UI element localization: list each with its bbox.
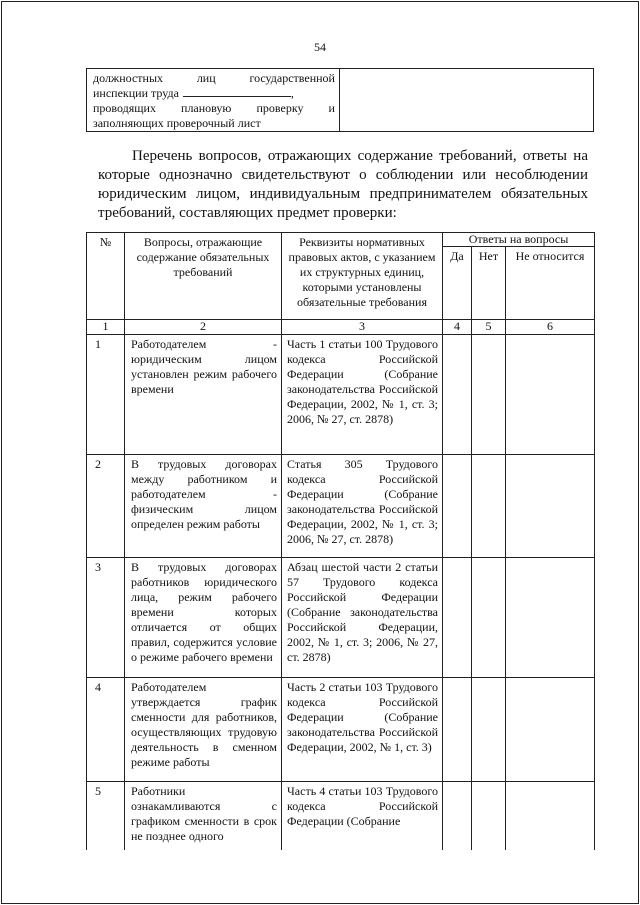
header-no: Нет (472, 247, 506, 320)
row-question: Работодателем - юридическим лицом установлен режим рабочего времени (125, 335, 282, 455)
answer-na-cell[interactable] (506, 782, 595, 850)
row-question: В трудовых договорах работников юридического лица, режим рабочего времени которых отличается от общих правил, содержится условие о режиме рабочего времени (125, 558, 282, 678)
answer-no-cell[interactable] (472, 782, 506, 850)
answer-yes-cell[interactable] (443, 558, 472, 678)
inspector-text: лиц (196, 71, 216, 85)
column-number: 6 (506, 320, 595, 335)
checklist-table (86, 232, 595, 850)
column-number: 2 (125, 320, 282, 335)
header-na: Не относится (506, 247, 595, 320)
row-number: 5 (87, 782, 125, 850)
inspector-text: заполняющих проверочный лист (93, 116, 261, 130)
answer-na-cell[interactable] (506, 558, 595, 678)
row-number: 3 (87, 558, 125, 678)
table-row (87, 782, 595, 850)
column-number: 5 (472, 320, 506, 335)
row-requisite: Статья 305 Трудового кодекса Российской Федерации (Собрание законодательства Российской Федерации, 2002, № 1, ст. 3; 2006, № 27, ст. 2878) (282, 455, 443, 558)
column-number: 1 (87, 320, 125, 335)
row-question: В трудовых договорах между работником и работодателем - физическим лицом определен режим работы (125, 455, 282, 558)
header-questions: Вопросы, отражающие содержание обязательных требований (125, 233, 282, 320)
inspector-text: , (290, 86, 294, 100)
inspector-text: должностных (93, 71, 164, 85)
answer-na-cell[interactable] (506, 678, 595, 782)
row-number: 2 (87, 455, 125, 558)
inspector-text: и (328, 101, 335, 115)
row-question: Работники ознакамливаются с графиком сменности в срок не позднее одного (125, 782, 282, 850)
answer-yes-cell[interactable] (443, 678, 472, 782)
column-number: 3 (282, 320, 443, 335)
signature-cell[interactable] (340, 69, 594, 132)
answer-yes-cell[interactable] (443, 455, 472, 558)
blank-fill-line[interactable] (183, 86, 291, 97)
inspector-text: государственной (249, 71, 335, 85)
row-number: 1 (87, 335, 125, 455)
row-requisite: Часть 1 статьи 100 Трудового кодекса Российской Федерации (Собрание законодательства Российской Федерации, 2002, № 1, ст. 3; 2006, № 27, ст. 2878) (282, 335, 443, 455)
header-answers: Ответы на вопросы (443, 233, 595, 247)
answer-na-cell[interactable] (506, 455, 595, 558)
answer-no-cell[interactable] (472, 335, 506, 455)
header-requisites: Реквизиты нормативных правовых актов, с указанием их структурных единиц, которыми установлены обязательные требования (282, 233, 443, 320)
inspector-text: проверку (256, 101, 304, 115)
inspector-cell (87, 69, 340, 132)
answer-na-cell[interactable] (506, 335, 595, 455)
inspector-text: инспекции труда (93, 86, 179, 100)
checklist-intro (98, 147, 588, 223)
header-yes: Да (443, 247, 472, 320)
answer-yes-cell[interactable] (443, 782, 472, 850)
table-row (87, 455, 595, 558)
page-number: 54 (314, 40, 326, 54)
inspector-text: плановую (181, 101, 232, 115)
row-number: 4 (87, 678, 125, 782)
row-requisite: Абзац шестой части 2 статьи 57 Трудового кодекса Российской Федерации (Собрание законодательства Российской Федерации, 2002, № 1, ст. 3; 2006, № 27, ст. 2878) (282, 558, 443, 678)
intro-paragraph: Перечень вопросов, отражающих содержание требований, ответы на которые однозначно свидетельствуют о соблюдении или несоблюдении юридическим лицом, индивидуальным предпринимателем обязательных требований, составляющих предмет проверки: (98, 148, 588, 221)
answer-yes-cell[interactable] (443, 335, 472, 455)
table-row (87, 335, 595, 455)
inspector-text: проводящих (93, 101, 156, 115)
row-requisite: Часть 2 статьи 103 Трудового кодекса Российской Федерации (Собрание законодательства Российской Федерации, 2002, № 1, ст. 3) (282, 678, 443, 782)
answer-no-cell[interactable] (472, 678, 506, 782)
header-num: № (87, 233, 125, 320)
table-row (87, 558, 595, 678)
answer-no-cell[interactable] (472, 455, 506, 558)
table-row (87, 678, 595, 782)
column-number-row (87, 320, 595, 335)
row-question: Работодателем утверждается график сменности для работников, осуществляющих трудовую деятельность в сменном режиме работы (125, 678, 282, 782)
inspector-table (86, 68, 594, 132)
column-number: 4 (443, 320, 472, 335)
row-requisite: Часть 4 статьи 103 Трудового кодекса Российской Федерации (Собрание (282, 782, 443, 850)
answer-no-cell[interactable] (472, 558, 506, 678)
